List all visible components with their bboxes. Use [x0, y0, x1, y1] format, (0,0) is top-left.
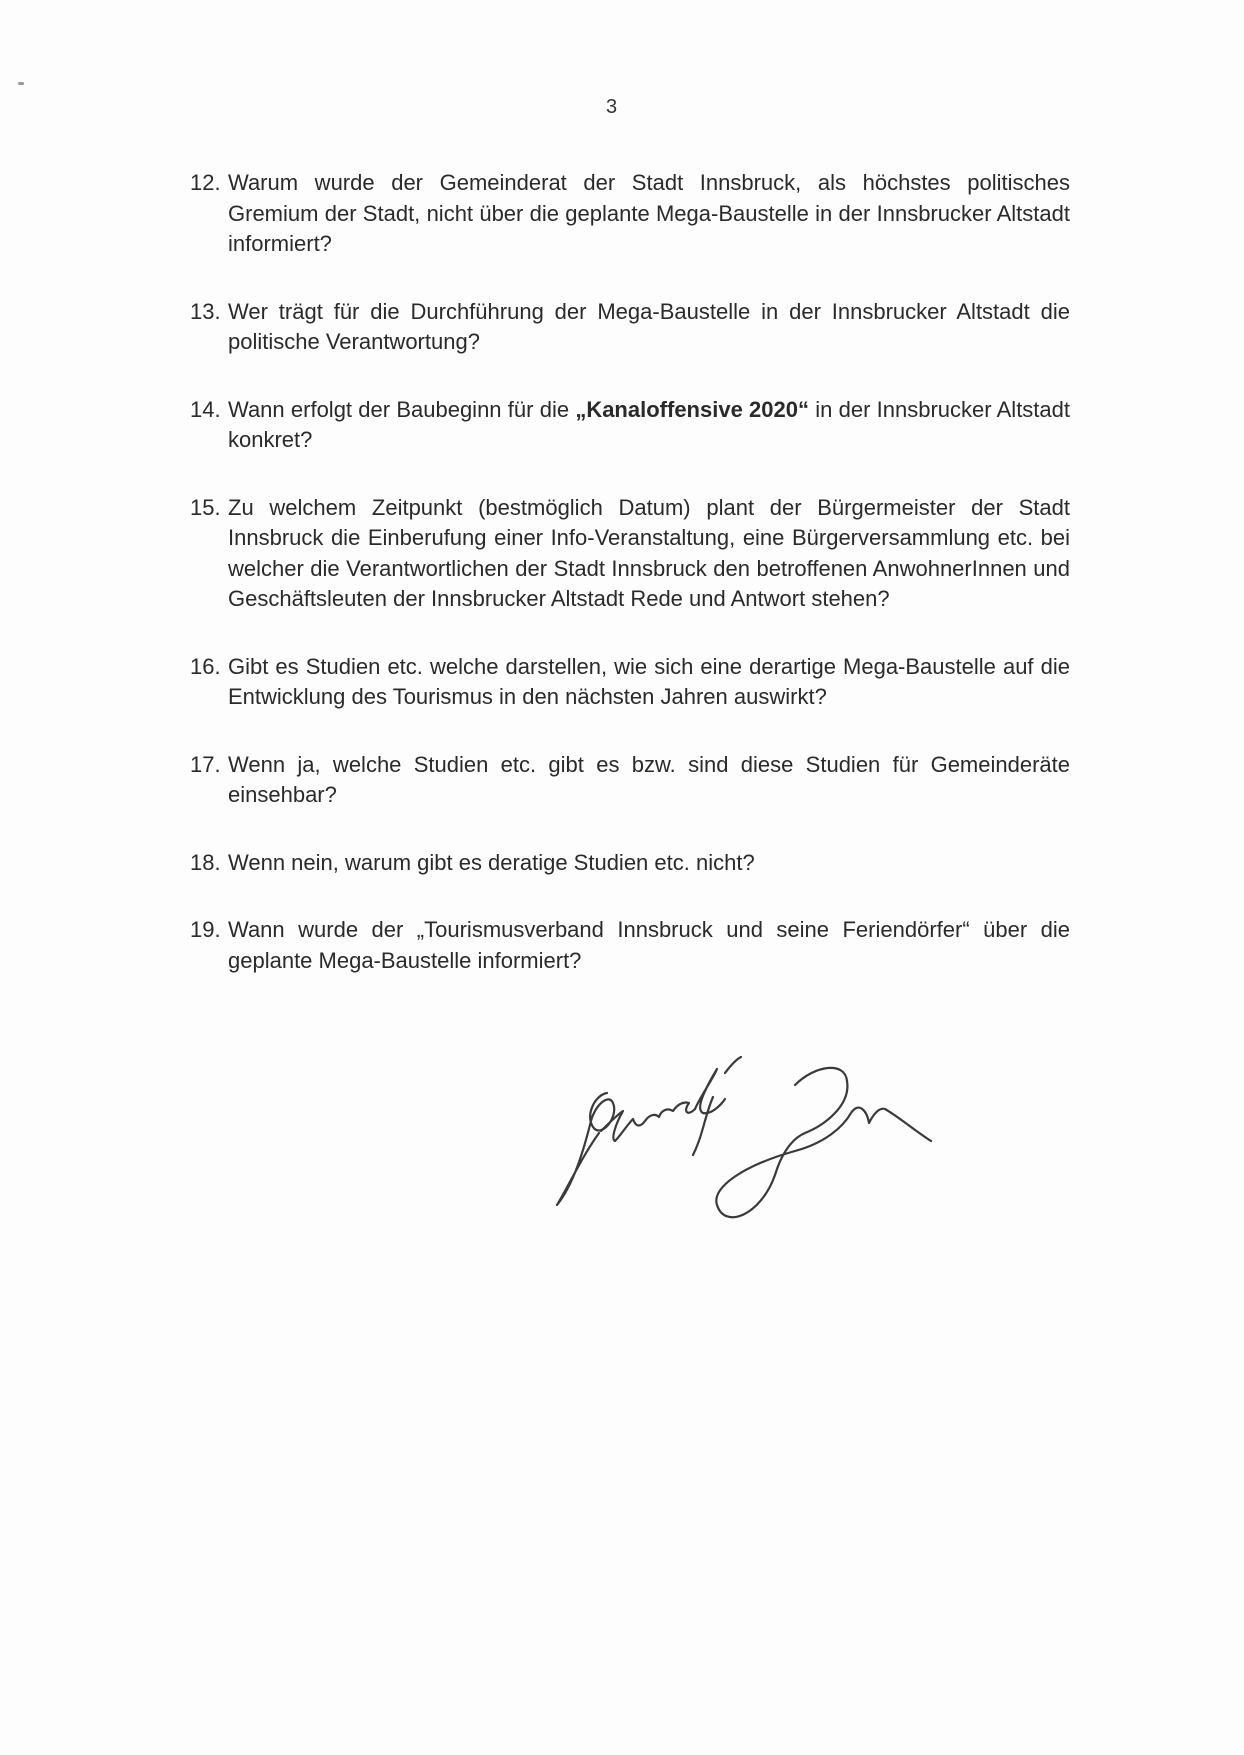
question-number: 14. — [190, 396, 221, 422]
question-item — [190, 297, 1070, 358]
question-item — [190, 915, 1070, 976]
question-text: Zu welchem Zeitpunkt (bestmöglich Datum) plant der Bürgermeister der Stadt Innsbruck die Einberufung einer Info-Veranstaltung, eine Bürgerversammlung etc. bei welcher die Verantwortlichen der Stadt Innsbruck den betroffenen AnwohnerInnen und Geschäftsleuten der Innsbrucker Altstadt Rede und Antwort stehen? — [228, 494, 1070, 611]
question-number: 17. — [190, 751, 221, 777]
handwritten-signature — [555, 1055, 995, 1245]
question-item — [190, 652, 1070, 713]
question-list — [190, 168, 1070, 976]
question-number: 19. — [190, 917, 221, 942]
question-text: Warum wurde der Gemeinderat der Stadt Innsbruck, als höchstes politisches Gremium der Stadt, nicht über die geplante Mega-Baustelle in der Innsbrucker Altstadt informiert? — [228, 170, 1070, 256]
question-text: Wer trägt für die Durchführung der Mega-Baustelle in der Innsbrucker Altstadt die politische Verantwortung? — [228, 298, 1070, 354]
question-text-end: in der Innsbrucker Altstadt konkret? — [228, 396, 1070, 452]
question-number: 18. — [190, 849, 221, 875]
question-item — [190, 395, 1070, 456]
question-text-emphasis: „Kanaloffensive 2020“ — [575, 396, 809, 422]
question-item — [190, 493, 1070, 615]
page-number: 3 — [606, 96, 618, 118]
question-number: 16. — [190, 653, 221, 679]
question-text: Wenn ja, welche Studien etc. gibt es bzw. sind diese Studien für Gemeinderäte einsehbar? — [228, 751, 1070, 807]
question-number: 12. — [190, 170, 221, 195]
question-number: 15. — [190, 494, 221, 520]
question-number: 13. — [190, 298, 221, 324]
question-item — [190, 848, 1070, 879]
question-item — [190, 168, 1070, 260]
question-text: Wann wurde der „Tourismusverband Innsbruck und seine Feriendörfer“ über die geplante Mega-Baustelle informiert? — [228, 917, 1070, 973]
question-text: Gibt es Studien etc. welche darstellen, wie sich eine derartige Mega-Baustelle auf die Entwicklung des Tourismus in den nächsten Jahren auswirkt? — [228, 653, 1070, 709]
question-text-start: Wann erfolgt der Baubeginn für die — [228, 396, 576, 422]
question-item — [190, 750, 1070, 811]
scan-speck — [18, 82, 24, 85]
question-text: Wenn nein, warum gibt es deratige Studien etc. nicht? — [228, 849, 755, 875]
